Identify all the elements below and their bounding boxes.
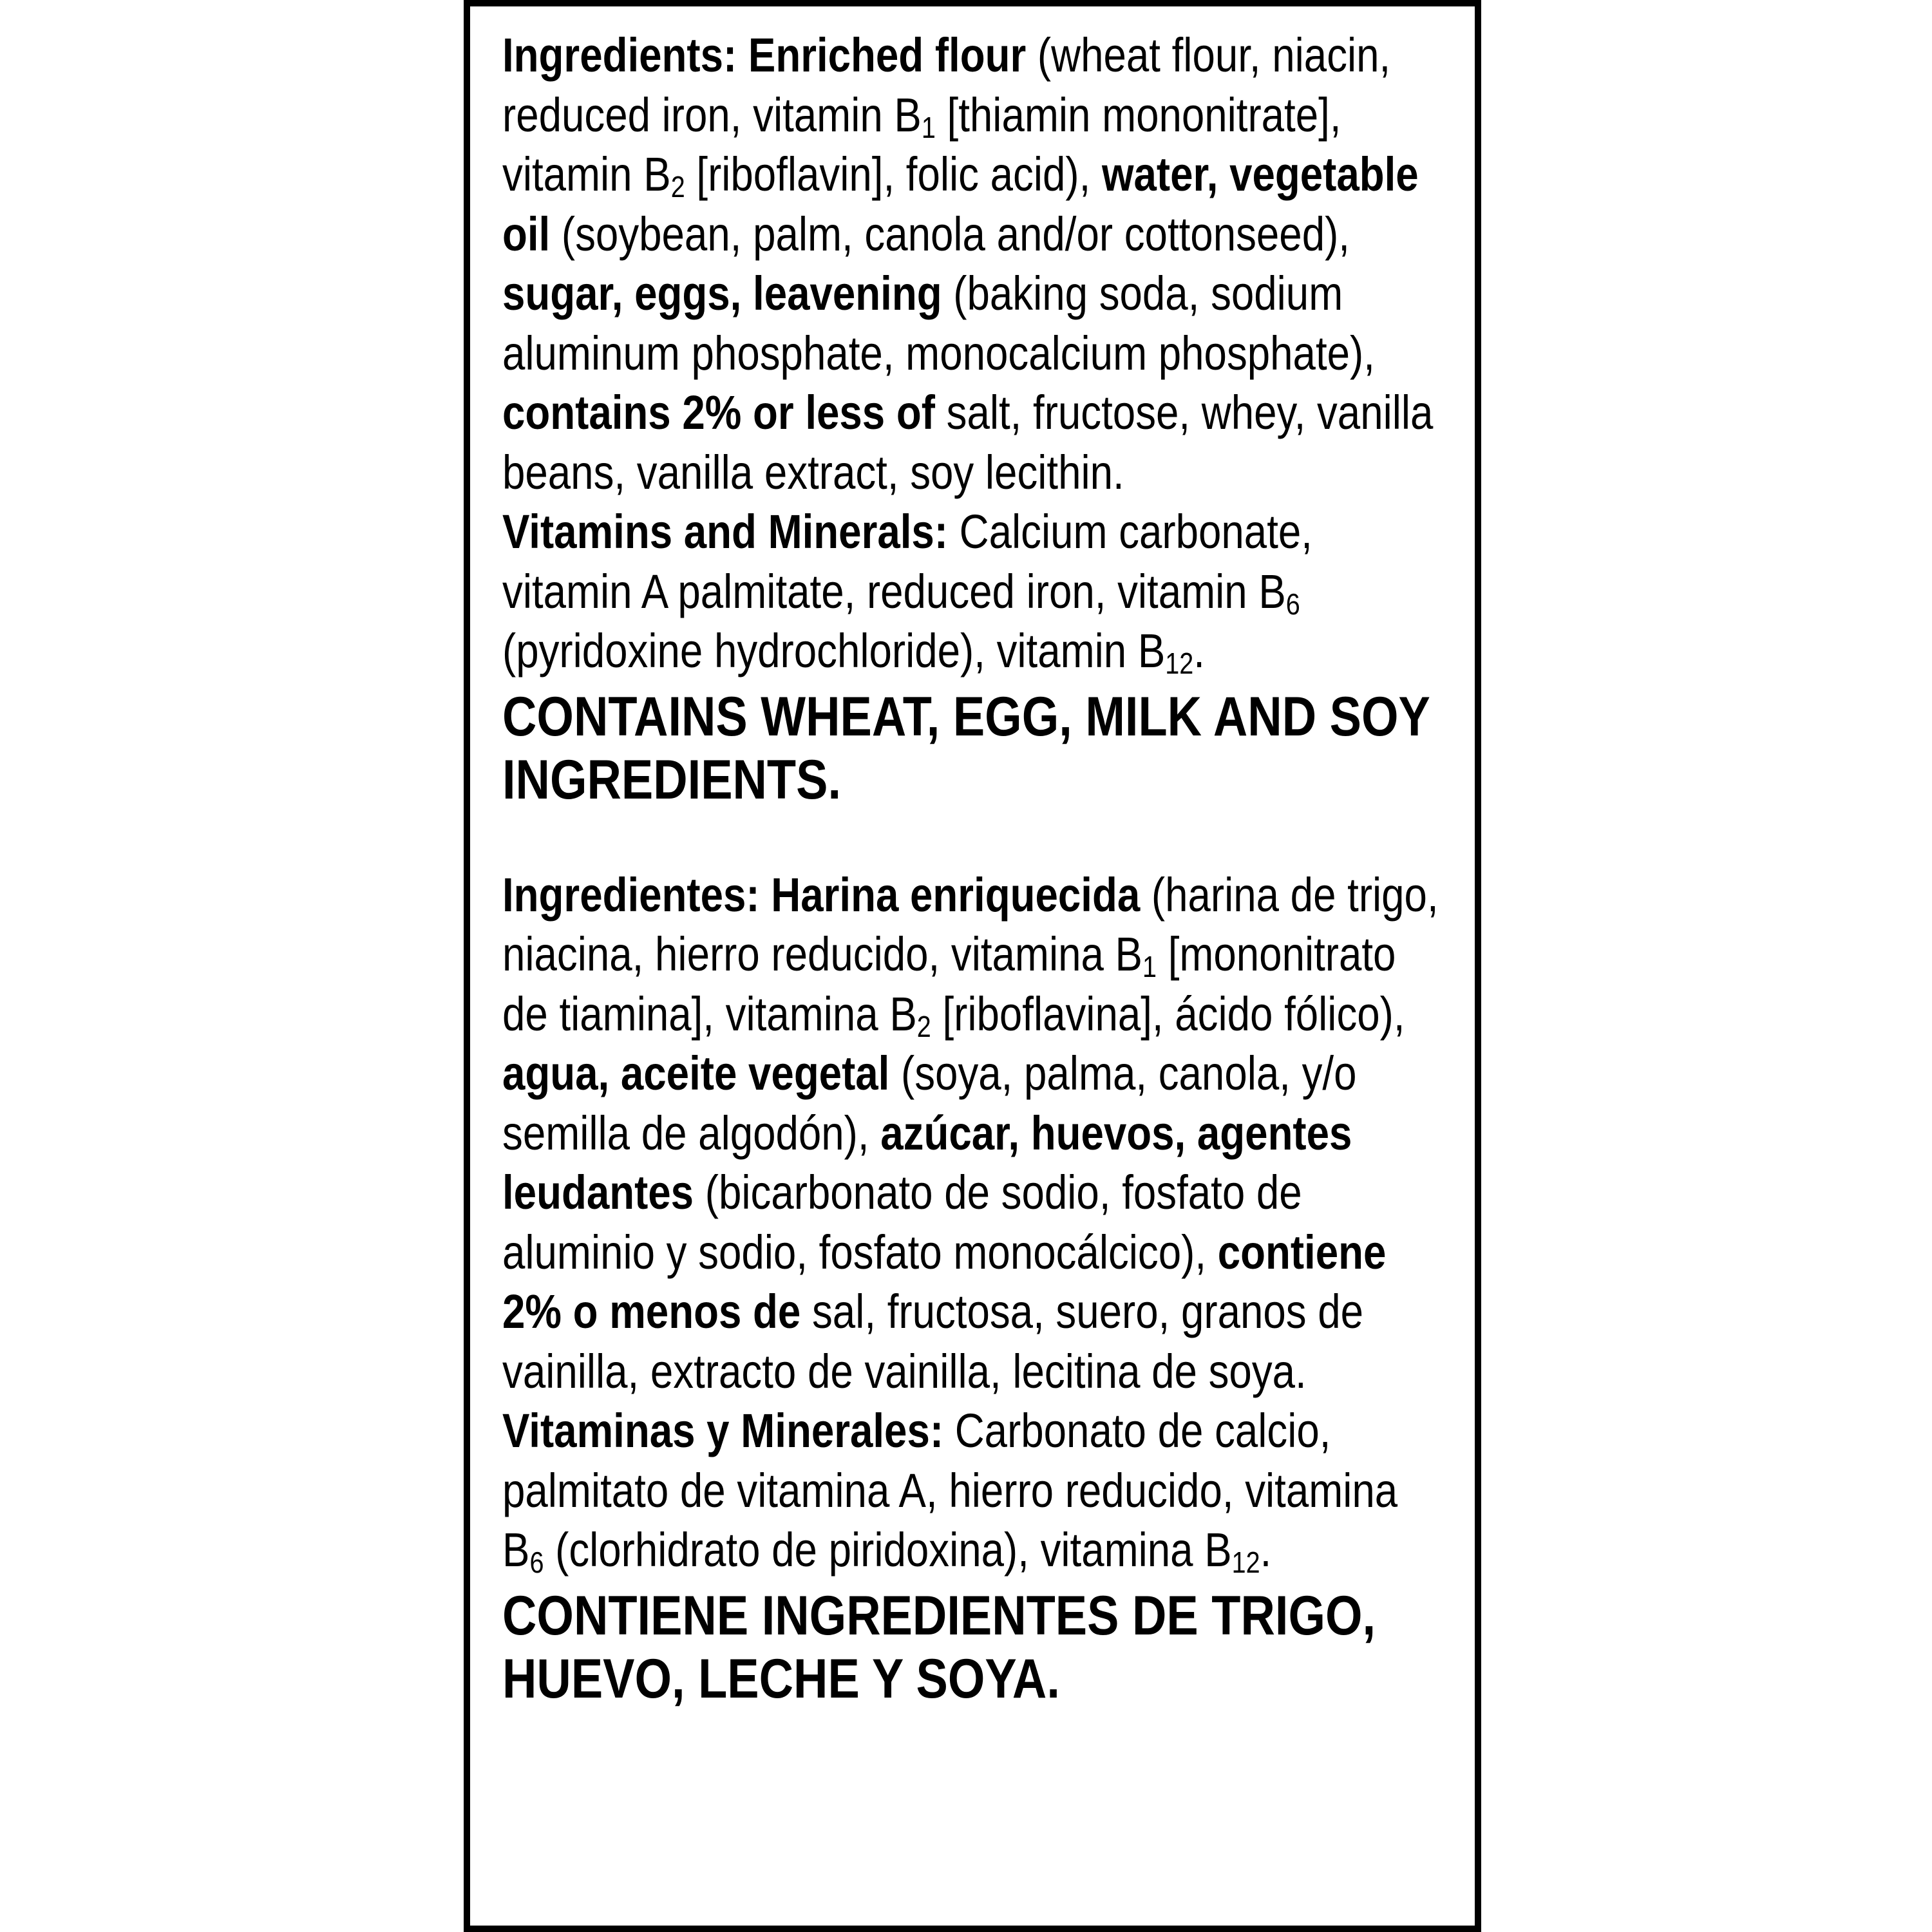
subscript-run: 2 <box>670 170 685 204</box>
text-run: sal, fructosa, suero, granos de vainilla, extracto de vainilla, lecitina de soya. <box>502 1285 1364 1398</box>
bold-run: agua, aceite vegetal <box>502 1046 890 1100</box>
section-divider-space <box>502 811 1449 866</box>
spanish-allergen-statement: CONTIENE INGREDIENTES DE TRIGO, HUEVO, LECHE Y SOYA. <box>502 1584 1376 1710</box>
text-run: [riboflavina], ácido fólico), <box>931 987 1405 1041</box>
subscript-run: 6 <box>529 1546 544 1579</box>
spanish-vitamins-paragraph <box>502 1401 1446 1580</box>
bold-run: contains 2% or less of <box>502 386 935 439</box>
text-run: salt, fructose, whey, vanilla beans, vanilla extract, soy lecithin. <box>502 386 1434 499</box>
text-run: . <box>1193 624 1205 677</box>
subscript-run: 2 <box>916 1009 931 1043</box>
subscript-run: 1 <box>1142 950 1157 983</box>
bold-run: azúcar, huevos, agentes leudantes <box>502 1106 1352 1219</box>
subscript-run: 1 <box>921 110 936 144</box>
text-run: [riboflavin], folic acid), <box>685 147 1102 201</box>
text-run: Carbonato de calcio, palmitato de vitamina A, hierro reducido, vitamina B <box>502 1404 1398 1577</box>
bold-run: Ingredients: Enriched flour <box>502 28 1027 82</box>
text-run: (bicarbonato de sodio, fosfato de aluminio y sodio, fosfato monocálcico), <box>502 1166 1302 1279</box>
text-run: [thiamin mononitrate], vitamin B <box>502 88 1341 201</box>
bold-run: Vitaminas y Minerales: <box>502 1404 944 1457</box>
text-run: (soybean, palm, canola and/or cottonseed), <box>550 207 1350 261</box>
english-ingredients-paragraph <box>502 26 1446 502</box>
bold-run: water, vegetable oil <box>502 147 1419 261</box>
subscript-run: 12 <box>1165 647 1194 680</box>
english-vitamins-paragraph <box>502 502 1446 681</box>
bold-run: Vitamins and Minerals: <box>502 505 949 558</box>
english-allergen-statement: CONTAINS WHEAT, EGG, MILK AND SOY INGREDIENTS. <box>502 685 1430 811</box>
bold-run: sugar, eggs, leavening <box>502 267 942 320</box>
bold-run: contiene 2% o menos de <box>502 1225 1387 1338</box>
text-run: (baking soda, sodium aluminum phosphate, monocalcium phosphate), <box>502 267 1375 380</box>
spanish-ingredients-paragraph <box>502 866 1446 1402</box>
text-run: . <box>1260 1523 1272 1577</box>
text-run: [mononitrato de tiamina], vitamina B <box>502 927 1396 1041</box>
subscript-run: 12 <box>1231 1546 1260 1579</box>
text-run: (harina de trigo, niacina, hierro reducido, vitamina B <box>502 867 1439 981</box>
label-content <box>502 26 1449 1710</box>
subscript-run: 6 <box>1285 587 1300 621</box>
text-run: (wheat flour, niacin, reduced iron, vitamin B <box>502 28 1391 142</box>
bold-run: Ingredientes: Harina enriquecida <box>502 867 1141 922</box>
text-run: (soya, palma, canola, y/o semilla de algodón), <box>502 1046 1357 1160</box>
ingredients-label-panel <box>464 0 1481 1932</box>
text-run: Calcium carbonate, vitamin A palmitate, reduced iron, vitamin B <box>502 505 1312 618</box>
text-run: (clorhidrato de piridoxina), vitamina B <box>544 1523 1232 1577</box>
text-run: (pyridoxine hydrochloride), vitamin B <box>502 624 1166 677</box>
